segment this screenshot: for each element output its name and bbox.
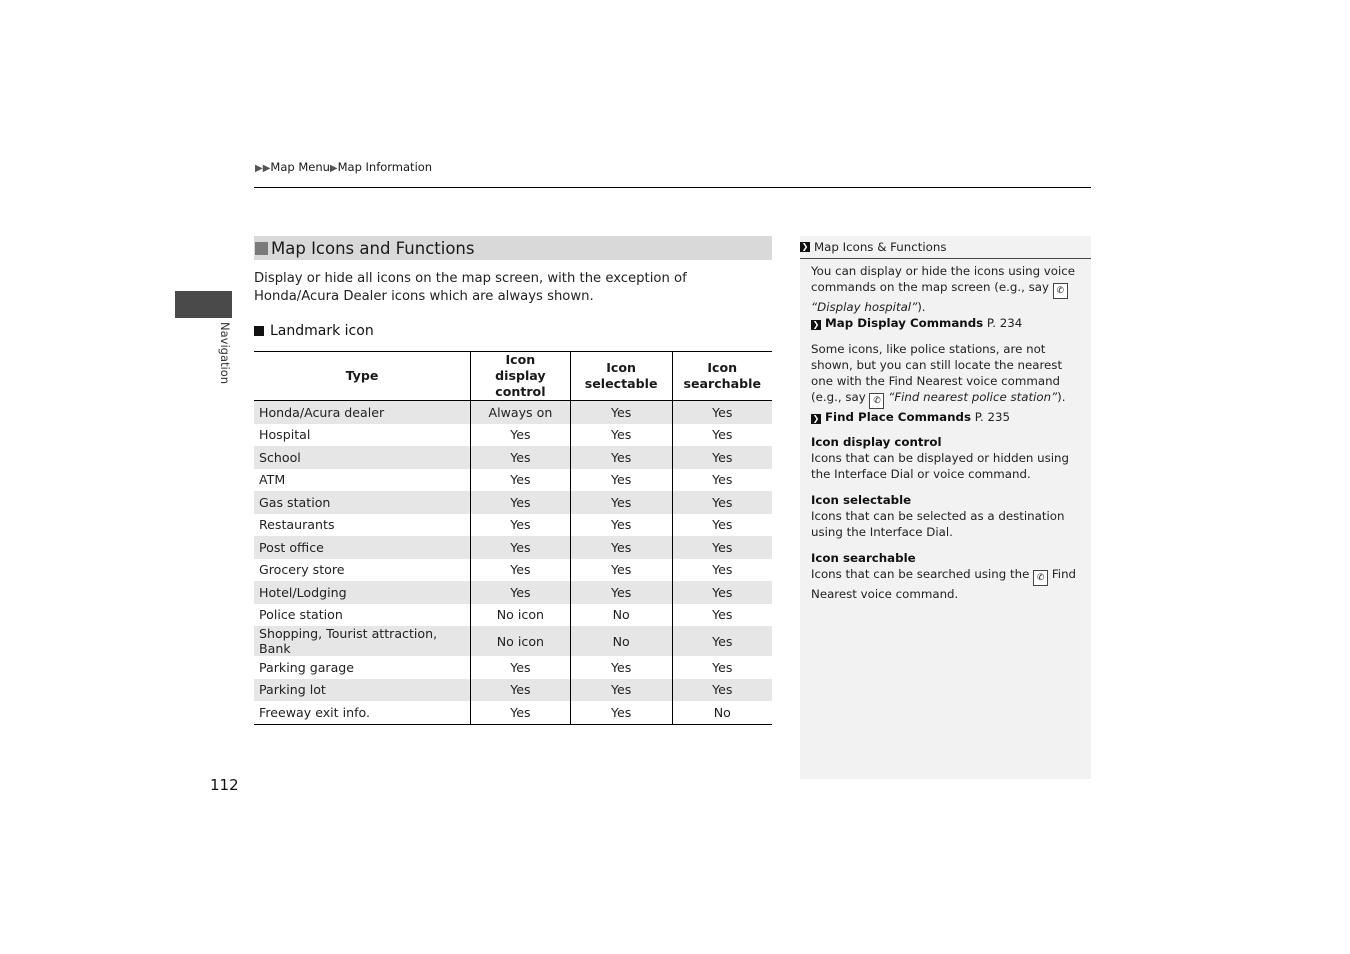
subheading-text: Landmark icon — [270, 323, 374, 339]
cell-searchable: Yes — [672, 656, 772, 679]
subheading — [254, 323, 374, 339]
cell-display-control: Yes — [471, 446, 571, 469]
cell-type: Hotel/Lodging — [254, 581, 471, 604]
definition-text-end: Find Nearest voice command. — [811, 567, 1077, 601]
table-row — [254, 656, 772, 679]
breadcrumb — [255, 160, 432, 174]
reference-title[interactable]: Map Display Commands — [825, 316, 984, 330]
section-intro: Display or hide all icons on the map screen, with the exception of Honda/Acura Dealer icons which are always shown. — [254, 271, 687, 304]
table-row — [254, 446, 772, 469]
reference-arrow-icon: ❯ — [812, 414, 820, 423]
cell-selectable: Yes — [570, 491, 672, 514]
table-row — [254, 536, 772, 559]
chapter-tab — [175, 291, 232, 318]
reference-title[interactable]: Find Place Commands — [825, 410, 971, 424]
definition-text: Icons that can be displayed or hidden using the Interface Dial or voice command. — [811, 451, 1069, 481]
cell-searchable: Yes — [672, 679, 772, 702]
cell-display-control: Yes — [471, 469, 571, 492]
definition-display-control — [811, 434, 1079, 482]
cell-display-control: Yes — [471, 424, 571, 447]
table-row — [254, 581, 772, 604]
cell-searchable: Yes — [672, 446, 772, 469]
cell-type: Restaurants — [259, 517, 335, 533]
cell-searchable: No — [672, 701, 772, 724]
table-row — [254, 401, 772, 424]
table-row — [254, 491, 772, 514]
section-header — [254, 236, 772, 260]
bullet-square-icon — [254, 326, 264, 336]
table-row — [254, 604, 772, 627]
cell-display-control: Always on — [471, 401, 571, 424]
section-square-icon — [255, 242, 268, 255]
column-header-selectable: Icon selectable — [570, 352, 672, 401]
cross-reference-map-display[interactable] — [811, 316, 1022, 330]
breadcrumb-arrow-icon: ▶ — [329, 163, 338, 174]
cell-selectable: Yes — [570, 514, 672, 537]
cell-display-control: Yes — [471, 701, 571, 724]
cell-searchable: Yes — [672, 514, 772, 537]
cell-display-control: Yes — [471, 559, 571, 582]
cell-type: Parking garage — [259, 659, 355, 675]
table-row — [254, 626, 772, 656]
note-text-end: ). — [1057, 390, 1066, 404]
table-row — [254, 469, 772, 492]
cell-display-control: No icon — [471, 626, 571, 656]
column-header-display-control: Icon display control — [471, 352, 571, 401]
sidebar-notes-title: Map Icons & Functions — [814, 240, 947, 254]
column-header-type: Type — [254, 352, 471, 401]
cell-type: Post office — [254, 536, 471, 559]
table-row — [254, 679, 772, 702]
cell-searchable: Yes — [672, 401, 772, 424]
cell-selectable: Yes — [570, 469, 672, 492]
voice-command-example: “Find nearest police station” — [888, 390, 1058, 404]
note-text-end: ). — [917, 300, 926, 314]
cell-selectable: Yes — [570, 581, 672, 604]
section-title: Map Icons and Functions — [271, 238, 475, 258]
cell-type: Gas station — [254, 491, 471, 514]
breadcrumb-arrow-icon: ▶▶ — [255, 163, 271, 174]
page-number: 112 — [210, 776, 239, 794]
cell-type: Parking lot — [254, 679, 471, 702]
column-header-searchable: Icon searchable — [672, 352, 772, 401]
reference-page[interactable]: P. 234 — [986, 316, 1023, 330]
definition-text: Icons that can be searched using the — [811, 567, 1030, 581]
cell-selectable: Yes — [570, 424, 672, 447]
cell-type: ATM — [259, 472, 286, 488]
note-text: Some icons, like police stations, are not shown, but you can still locate the nearest one with the Find Nearest voice command (e.g., say — [811, 342, 1063, 404]
landmark-icon-table — [254, 351, 772, 725]
cell-searchable: Yes — [672, 626, 772, 656]
table-row — [254, 701, 772, 724]
cell-searchable: Yes — [672, 424, 772, 447]
sidebar-notes-body — [800, 259, 1091, 602]
cell-selectable: Yes — [570, 701, 672, 724]
breadcrumb-item-map-menu[interactable]: Map Menu — [270, 160, 330, 174]
talk-button-icon: ✆ — [1053, 283, 1068, 299]
voice-command-example: “Display hospital” — [811, 300, 918, 314]
cell-display-control: Yes — [471, 656, 571, 679]
cell-display-control: Yes — [471, 536, 571, 559]
table-row — [254, 424, 772, 447]
talk-button-icon: ✆ — [1033, 570, 1048, 586]
cross-reference-find-place[interactable] — [811, 410, 1010, 424]
cell-searchable: Yes — [672, 469, 772, 492]
cell-selectable: No — [570, 626, 672, 656]
table-row — [254, 559, 772, 582]
cell-selectable: Yes — [570, 536, 672, 559]
cell-searchable: Yes — [672, 491, 772, 514]
cell-type: Hospital — [259, 427, 311, 443]
cell-display-control: Yes — [471, 514, 571, 537]
cell-type: Grocery store — [259, 562, 345, 578]
cell-display-control: No icon — [471, 604, 571, 627]
sidebar-notes — [800, 236, 1091, 779]
definition-selectable — [811, 492, 1079, 540]
note-text: You can display or hide the icons using voice commands on the map screen (e.g., say — [811, 264, 1076, 294]
breadcrumb-item-map-information[interactable]: Map Information — [337, 160, 433, 174]
chapter-label: Navigation — [218, 322, 232, 385]
cell-type: Shopping, Tourist attraction, Bank — [254, 626, 471, 656]
note-voice-display — [811, 263, 1079, 331]
talk-button-icon: ✆ — [869, 393, 884, 409]
cell-type: School — [254, 446, 471, 469]
cell-display-control: Yes — [471, 491, 571, 514]
cell-searchable: Yes — [672, 604, 772, 627]
definition-searchable — [811, 550, 1079, 602]
reference-page[interactable]: P. 235 — [974, 410, 1011, 424]
cell-selectable: No — [570, 604, 672, 627]
reference-arrow-icon: ❯ — [812, 320, 820, 329]
cell-type: Freeway exit info. — [254, 701, 471, 724]
reference-arrow-icon: ❯ — [801, 242, 809, 251]
table-header-row — [254, 352, 772, 401]
cell-selectable: Yes — [570, 401, 672, 424]
definition-text: Icons that can be selected as a destination using the Interface Dial. — [811, 509, 1065, 539]
sidebar-notes-header — [800, 236, 1091, 259]
cell-type: Police station — [259, 607, 343, 623]
cell-display-control: Yes — [471, 679, 571, 702]
cell-searchable: Yes — [672, 559, 772, 582]
definition-term: Icon searchable — [811, 551, 916, 565]
table-row — [254, 514, 772, 537]
header-rule — [254, 187, 1091, 188]
cell-searchable: Yes — [672, 536, 772, 559]
cell-selectable: Yes — [570, 446, 672, 469]
cell-searchable: Yes — [672, 581, 772, 604]
note-find-nearest — [811, 341, 1079, 425]
cell-type: Honda/Acura dealer — [254, 401, 471, 424]
cell-display-control: Yes — [471, 581, 571, 604]
cell-selectable: Yes — [570, 656, 672, 679]
cell-selectable: Yes — [570, 679, 672, 702]
cell-selectable: Yes — [570, 559, 672, 582]
definition-term: Icon selectable — [811, 493, 912, 507]
definition-term: Icon display control — [811, 435, 942, 449]
